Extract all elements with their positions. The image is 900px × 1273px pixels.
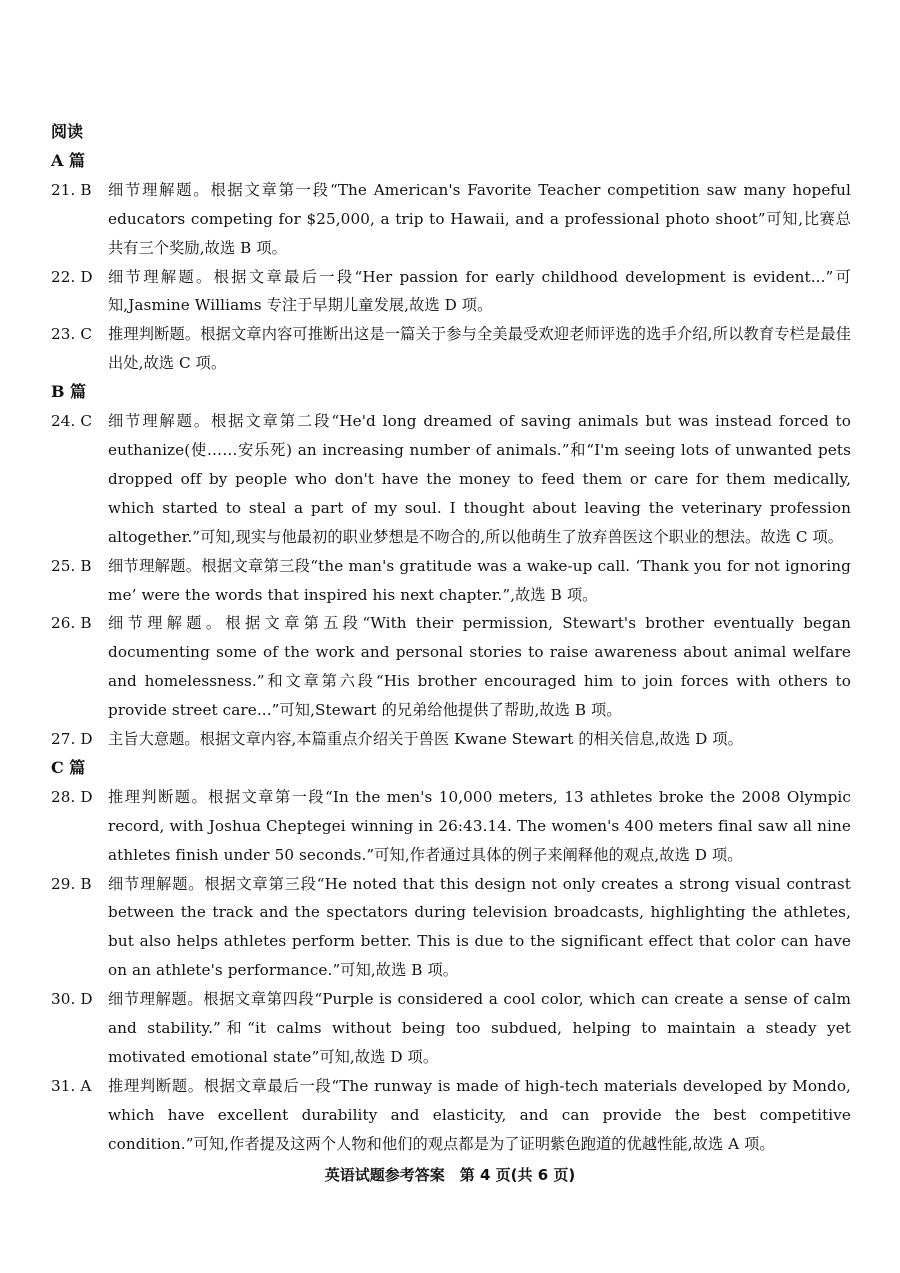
answer-item-29 (51, 870, 851, 986)
answer-explanation: 细节理解题。根据文章第四段“Purple is considered a cool color, which can create a sense of calm and stability.”和“it calms without being too subdued, helping to maintain a steady yet motivated emotional state”可知,故选 D 项。 (108, 990, 851, 1066)
section-heading-b: B 篇 (51, 382, 87, 402)
answer-number: 28. D (51, 787, 93, 806)
page-footer: 英语试题参考答案 第 4 页(共 6 页) (324, 1166, 576, 1184)
answer-explanation: 细节理解题。根据文章第二段“He'd long dreamed of saving animals but was instead forced to euthanize(使……安乐死) an increasing number of animals.”和“I'm seeing lots of unwanted pets dropped off by people who don't have the money to feed them or care for them medically, which started to steal a part of my soul. I thought about leaving the veterinary profession altogether.”可知,现实与他最初的职业梦想是不吻合的,所以他萌生了放弃兽医这个职业的想法。故选 C 项。 (108, 412, 851, 546)
answer-item-23 (51, 320, 851, 378)
answer-explanation: 推理判断题。根据文章第一段“In the men's 10,000 meters, 13 athletes broke the 2008 Olympic record, with Joshua Cheptegei winning in 26:43.14. The women's 400 meters final saw all nine athletes finish under 50 seconds.”可知,作者通过具体的例子来阐释他的观点,故选 D 项。 (108, 787, 851, 864)
answer-item-27 (51, 725, 851, 754)
answer-explanation: 推理判断题。根据文章最后一段“The runway is made of high-tech materials developed by Mondo, which have excellent durability and elasticity, and can provide the best competitive condition.”可知,作者提及这两个人物和他们的观点都是为了证明紫色跑道的优越性能,故选 A 项。 (108, 1076, 851, 1153)
answer-explanation: 细节理解题。根据文章第一段“The American's Favorite Teacher competition saw many hopeful educators competing for $25,000, a trip to Hawaii, and a professional photo shoot”可知,比赛总共有三个奖励,故选 B 项。 (108, 180, 851, 257)
answer-number: 30. D (51, 990, 93, 1009)
answer-item-30 (51, 985, 851, 1072)
answer-number: 23. C (51, 325, 93, 344)
answer-content (51, 118, 851, 1159)
answer-item-21 (51, 176, 851, 263)
answer-item-24 (51, 407, 851, 552)
answer-item-26 (51, 609, 851, 725)
answer-number: 21. B (51, 180, 92, 199)
answer-explanation: 细节理解题。根据文章第五段“With their permission, Stewart's brother eventually began documenting some of the work and personal stories to raise awareness about animal welfare and homelessness.”和文章第六段“His brother encouraged him to join forces with others to provide street care...”可知,Stewart 的兄弟给他提供了帮助,故选 B 项。 (108, 614, 851, 720)
answer-number: 29. B (51, 874, 92, 893)
answer-number: 25. B (51, 556, 92, 575)
answer-item-25 (51, 552, 851, 610)
answer-number: 22. D (51, 267, 93, 286)
answer-item-28 (51, 783, 851, 870)
answer-explanation: 主旨大意题。根据文章内容,本篇重点介绍关于兽医 Kwane Stewart 的相关信息,故选 D 项。 (108, 730, 743, 749)
answer-number: 27. D (51, 730, 93, 749)
answer-explanation: 推理判断题。根据文章内容可推断出这是一篇关于参与全美最受欢迎老师评选的选手介绍,所以教育专栏是最佳出处,故选 C 项。 (108, 325, 851, 373)
section-heading-a: A 篇 (51, 150, 85, 170)
answer-item-31 (51, 1072, 851, 1159)
reading-title: 阅读 (51, 122, 84, 141)
answer-explanation: 细节理解题。根据文章第三段“the man's gratitude was a wake-up call. ‘Thank you for not ignoring me’ were the words that inspired his next chapter.”,故选 B 项。 (108, 556, 851, 604)
answer-item-22 (51, 263, 851, 321)
answer-number: 31. A (51, 1076, 92, 1095)
answer-explanation: 细节理解题。根据文章第三段“He noted that this design not only creates a strong visual contrast between the track and the spectators during television broadcasts, highlighting the athletes, but also helps athletes perform better. This is due to the significant effect that color can have on an athlete's performance.”可知,故选 B 项。 (108, 874, 851, 980)
section-heading-c: C 篇 (51, 757, 86, 777)
answer-number: 26. B (51, 614, 92, 633)
answer-explanation: 细节理解题。根据文章最后一段“Her passion for early childhood development is evident...”可知,Jasmine Williams 专注于早期儿童发展,故选 D 项。 (108, 267, 851, 315)
answer-number: 24. C (51, 412, 93, 431)
